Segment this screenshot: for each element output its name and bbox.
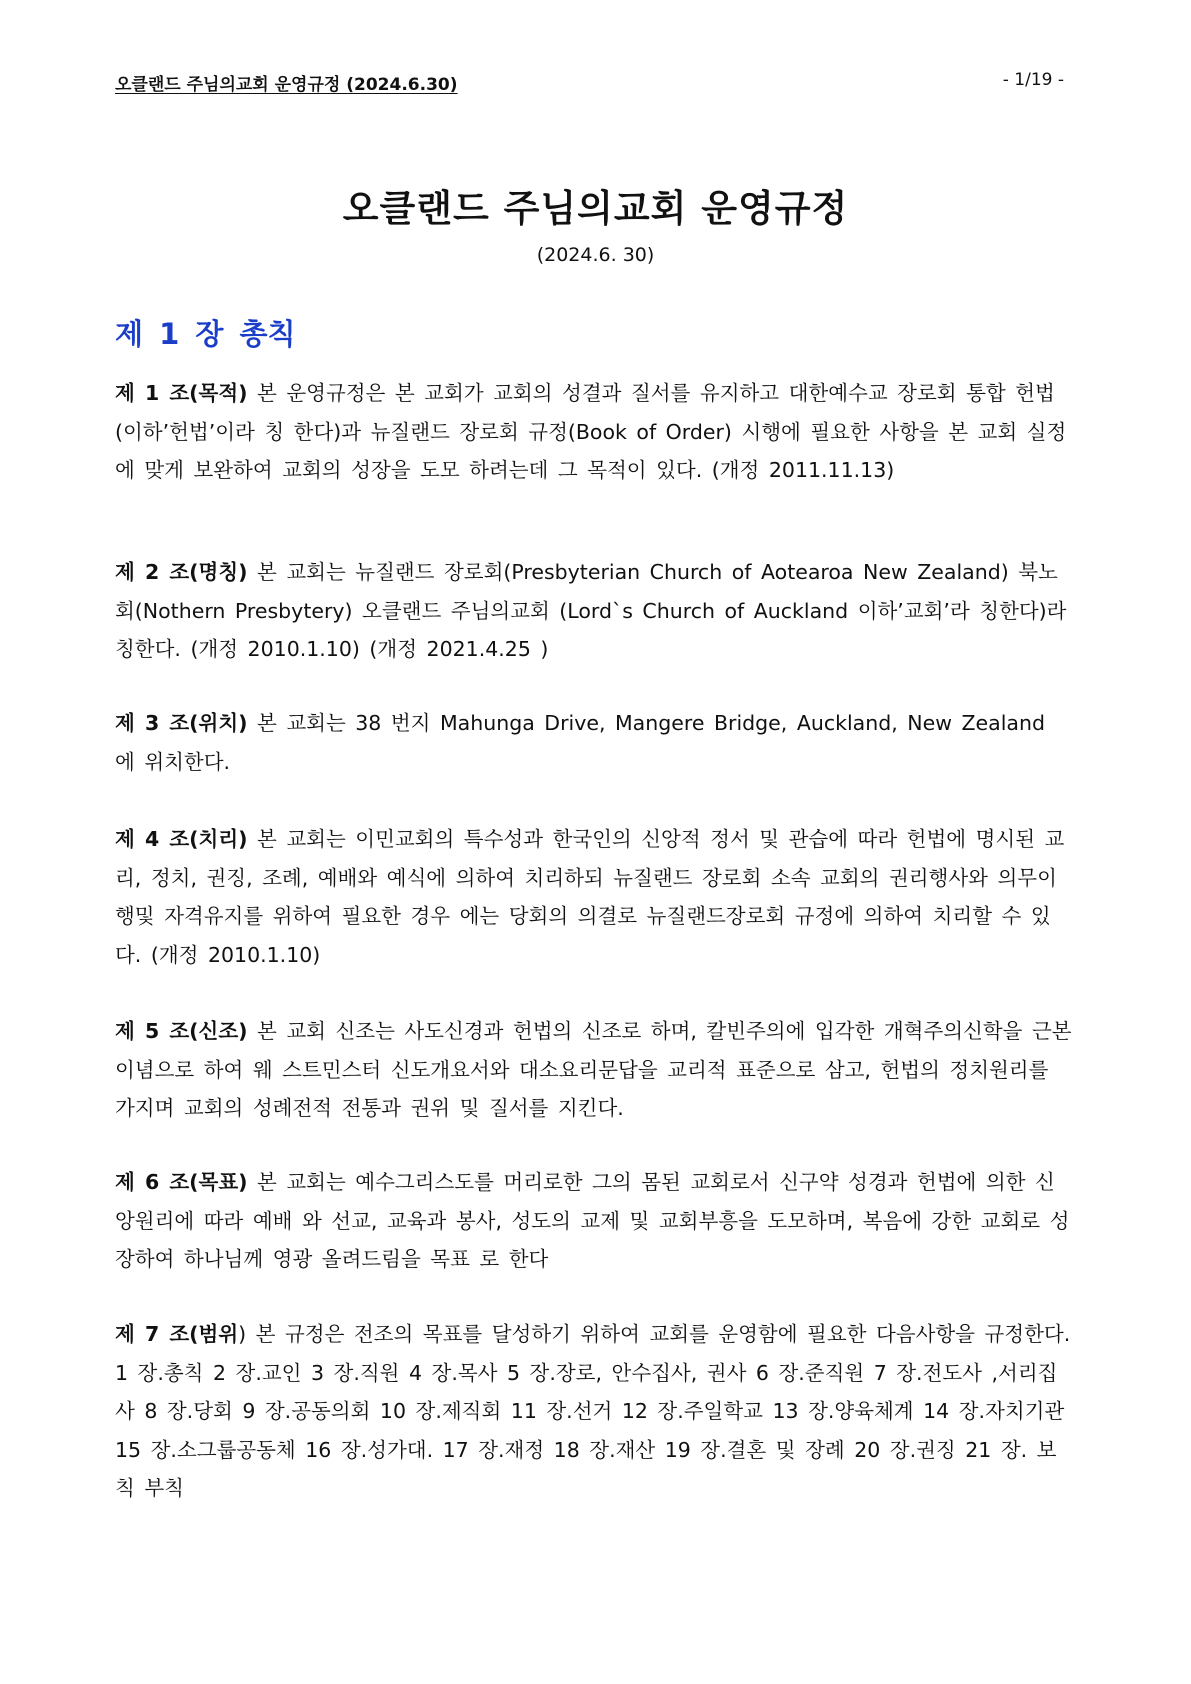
- article-2: [115, 553, 1073, 669]
- article-7-label: 제 7 조(범위: [115, 1322, 239, 1346]
- article-5-text: 본 교회 신조는 사도신경과 헌법의 신조로 하며, 칼빈주의에 입각한 개혁주의신학을 근본이념으로 하여 웨 스트민스터 신도개요서와 대소요리문답을 교리적 표준으로 삼고, 헌법의 정치원리를 가지며 교회의 성례전적 전통과 권위 및 질서를 지킨다.: [115, 1019, 1072, 1120]
- article-6: [115, 1163, 1073, 1279]
- article-1-label: 제 1 조(목적): [115, 381, 248, 405]
- page-date: (2024.6. 30): [536, 244, 655, 266]
- article-6-text: 본 교회는 예수그리스도를 머리로한 그의 몸된 교회로서 신구약 성경과 헌법에 의한 신앙원리에 따라 예배 와 선교, 교육과 봉사, 성도의 교제 및 교회부흥을 도모하며, 복음에 강한 교회로 성장하여 하나님께 영광 올려드림을 목표 로 한다: [115, 1170, 1070, 1271]
- chapter-heading: 제 1 장 총칙: [115, 317, 296, 351]
- article-7: [115, 1315, 1073, 1508]
- article-3-label: 제 3 조(위치): [115, 711, 248, 735]
- article-1: [115, 374, 1073, 490]
- article-4-label: 제 4 조(치리): [115, 827, 248, 851]
- article-7-text: ) 본 규정은 전조의 목표를 달성하기 위하여 교회를 운영함에 필요한 다음사항을 규정한다.: [238, 1322, 1071, 1346]
- article-2-label: 제 2 조(명칭): [115, 560, 248, 584]
- article-5: [115, 1012, 1073, 1128]
- article-3-text: 본 교회는 38 번지 Mahunga Drive, Mangere Bridge, Auckland, New Zealand 에 위치한다.: [115, 711, 1045, 774]
- article-7-chapter-list: 1 장.총칙 2 장.교인 3 장.직원 4 장.목사 5 장.장로, 안수집사, 권사 6 장.준직원 7 장.전도사 ,서리집사 8 장.당회 9 장.공동의회 10 장.제직회 11 장.선거 12 장.주일학교 13 장.양육체계 14 장.자치기관 15 장.소그룹공동체 16 장.성가대. 17 장.재정 18 장.재산 19 장.결혼 및 장례 20 장.권징 21 장. 보칙 부칙: [115, 1360, 1065, 1500]
- header-document-title: 오클랜드 주님의교회 운영규정 (2024.6.30): [115, 75, 458, 95]
- article-3: [115, 704, 1073, 781]
- article-1-text: 본 운영규정은 본 교회가 교회의 성결과 질서를 유지하고 대한예수교 장로회 통합 헌법(이하’헌법’이라 칭 한다)과 뉴질랜드 장로회 규정(Book of Order) 시행에 필요한 사항을 본 교회 실정에 맞게 보완하여 교회의 성장을 도모 하려는데 그 목적이 있다. (개정 2011.11.13): [115, 381, 1067, 482]
- article-4-text: 본 교회는 이민교회의 특수성과 한국인의 신앙적 정서 및 관습에 따라 헌법에 명시된 교리, 정치, 권징, 조례, 예배와 예식에 의하여 치리하되 뉴질랜드 장로회 소속 교회의 권리행사와 의무이행및 자격유지를 위하여 필요한 경우 에는 당회의 의결로 뉴질랜드장로회 규정에 의하여 치리할 수 있다. (개정 2010.1.10): [115, 827, 1065, 967]
- header-page-number: - 1/19 -: [1002, 70, 1064, 90]
- article-5-label: 제 5 조(신조): [115, 1019, 248, 1043]
- page-title: 오클랜드 주님의교회 운영규정: [342, 187, 849, 230]
- article-2-text: 본 교회는 뉴질랜드 장로회(Presbyterian Church of Aotearoa New Zealand) 북노회(Nothern Presbytery) 오클랜드 주님의교회 (Lord`s Church of Auckland 이하’교회’라 칭한다)라 칭한다. (개정 2010.1.10) (개정 2021.4.25 ): [115, 560, 1067, 661]
- article-4: [115, 820, 1073, 974]
- article-6-label: 제 6 조(목표): [115, 1170, 248, 1194]
